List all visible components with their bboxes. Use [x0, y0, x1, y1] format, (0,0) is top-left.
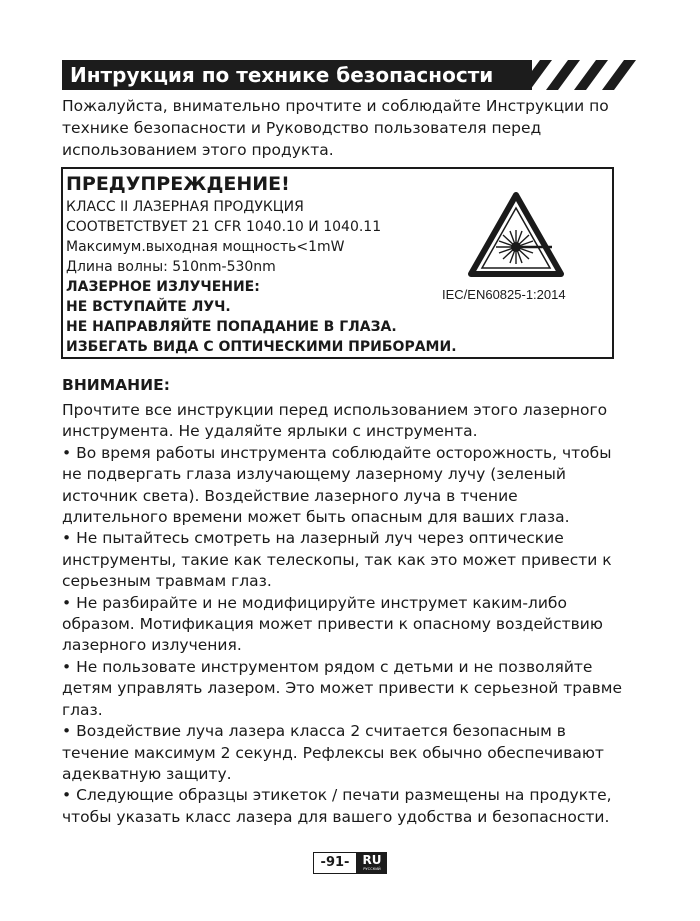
warning-wavelength-line: Длина волны: 510nm-530nm: [66, 259, 276, 275]
laser-warning-icon: [468, 192, 564, 278]
language-code: RU: [362, 853, 382, 867]
attention-paragraph: Прочтите все инструкции перед использованием этого лазерного инструмента. Не удаляйте ярлыки с инструмента.: [62, 401, 608, 441]
page-number: -91-: [313, 852, 357, 874]
attention-paragraph: • Не разбирайте и не модифицируйте инструмет каким-либо образом. Мотификация может привести к опасному воздействию лазерного излучения.: [62, 593, 603, 655]
section-title-banner: [62, 60, 532, 90]
warning-class-line: КЛАСС II ЛАЗЕРНАЯ ПРОДУКЦИЯ: [66, 199, 304, 215]
attention-heading: ВНИМАНИЕ:: [62, 376, 170, 394]
warning-compliance-line: СООТВЕТСТВУЕТ 21 CFR 1040.10 И 1040.11: [66, 219, 382, 235]
warning-no-eyes-line: НЕ НАПРАВЛЯЙТЕ ПОПАДАНИЕ В ГЛАЗА.: [66, 319, 397, 335]
warning-no-step-line: НЕ ВСТУПАЙТЕ ЛУЧ.: [66, 299, 231, 315]
language-name: РУССКИЙ: [363, 867, 381, 871]
warning-avoid-optics-line: ИЗБЕГАТЬ ВИДА С ОПТИЧЕСКИМИ ПРИБОРАМИ.: [66, 339, 457, 355]
warning-power-line: Максимум.выходная мощность<1mW: [66, 239, 345, 255]
attention-paragraph: • Во время работы инструмента соблюдайте осторожность, чтобы не подвергать глаза излучающему лазерному лучу (зеленый источник света). Воздействие лазерного луча в тчение длительного времени может быть опасным для ваших глаза.: [62, 443, 612, 527]
iec-standard-label: IEC/EN60825-1:2014: [442, 287, 566, 302]
section-title: Интрукция по технике безопасности: [70, 63, 494, 87]
attention-paragraph: • Не пытайтесь смотреть на лазерный луч через оптические инструменты, такие как телескопы, так как это может привести к серьезным травмам глаз.: [62, 529, 612, 591]
attention-paragraph: • Воздействие луча лазера класса 2 считается безопасным в течение максимум 2 секунд. Рефлексы век обычно обеспечивают адекватную защиту.: [62, 722, 604, 783]
attention-body: [62, 400, 622, 828]
warning-heading: ПРЕДУПРЕЖДЕНИЕ!: [66, 173, 290, 195]
language-badge: [357, 852, 387, 874]
attention-paragraph: • Не пользовате инструментом рядом с детьми и не позволяйте детям управлять лазером. Это может привести к серьезной травме глаз.: [62, 657, 622, 719]
warning-radiation-line: ЛАЗЕРНОЕ ИЗЛУЧЕНИЕ:: [66, 279, 260, 295]
intro-text: Пожалуйста, внимательно прочтите и соблюдайте Инструкции по технике безопасности и Руководство пользователя перед использованием этого продукта.: [62, 97, 609, 159]
decorative-stripes: [518, 60, 648, 90]
attention-paragraph: • Следующие образцы этикеток / печати размещены на продукте, чтобы указать класс лазера для вашего удобства и безопасности.: [62, 786, 612, 826]
